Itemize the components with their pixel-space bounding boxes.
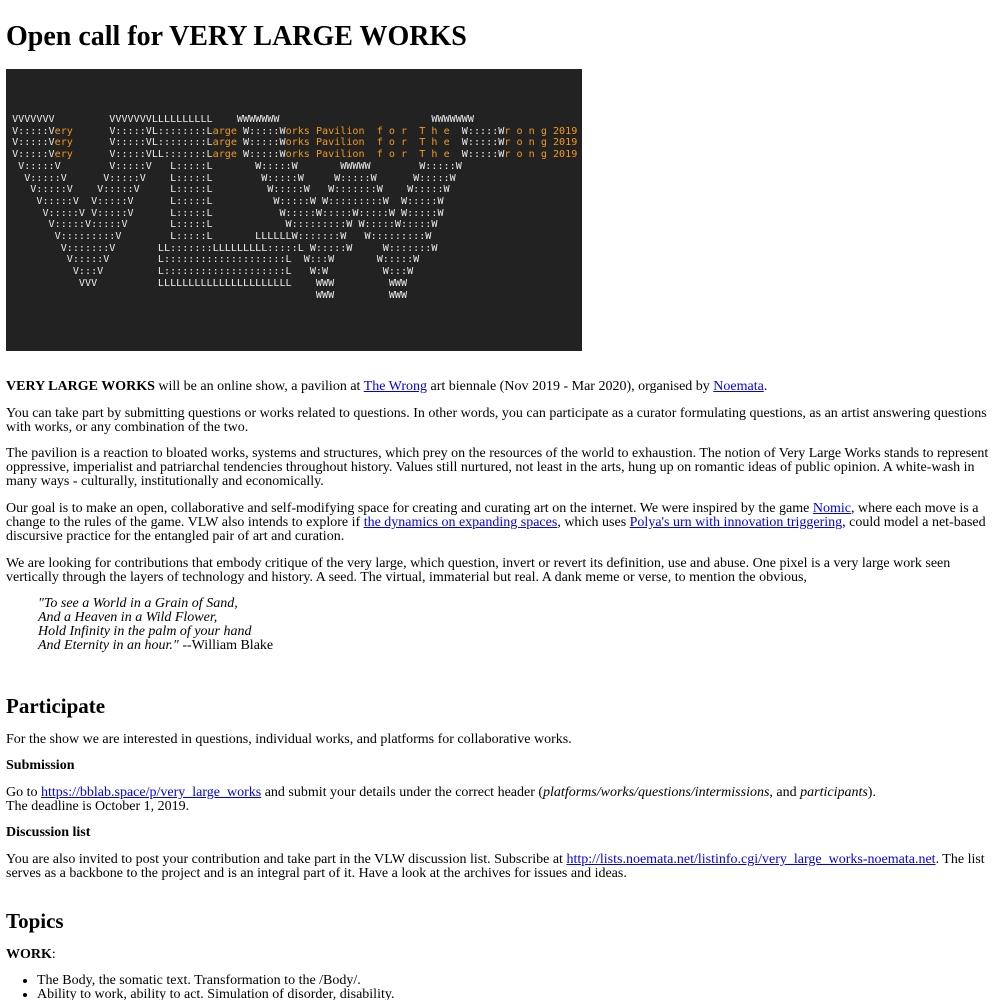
- submission-participants: participants: [800, 785, 868, 800]
- looking-paragraph: We are looking for contributions that embody critique of the very large, which question, invert or revert its definition, use and abuse. One pixel is a very large work seen vertically through the layers of technology and history. A seed. The virtual, immaterial but real. A dank meme or verse, to mention the obvious,: [6, 556, 951, 585]
- discussion-paragraph: [6, 853, 996, 881]
- goal-text-2: , where each move is a change to the rules of the game. VLW also intends to explore if: [6, 501, 979, 530]
- goal-text-3: , which uses: [557, 515, 630, 530]
- ascii-banner: VVVVVVV VVVVVVVLLLLLLLLLL WWWWWWW WWWWWWW V:::::Very V:::::VL::::::::Large W:::::Works Pavilion f o r T h e W:::::Wr o n g 2019 V:::::Very V:::::VL::::::::Large W:::::Works Pavilion f o r T h e W:::::Wr o n g 2019 V:::::Very V:::::VLL:::::::Large W:::::Works Pavilion f o r T h e W:::::Wr o n g 2019 V:::::V V:::::V L:::::L W:::::W WWWWW W:::::W V:::::V V:::::V L:::::L W:::::W W:::::W W:::::W V:::::V V:::::V L:::::L W:::::W W:::::::W W:::::W V:::::V V:::::V L:::::L W:::::W W:::::::::W W:::::W V:::::V V:::::V L:::::L W:::::W:::::W:::::W W:::::W V:::::V:::::V L:::::L W:::::::::W W:::::W:::::W V:::::::::V L:::::L LLLLLLW:::::::W W:::::::::W V:::::::V LL:::::::LLLLLLLLL:::::L W:::::W W:::::::W V:::::V L::::::::::::::::::::L W:::W W:::::W V:::V L::::::::::::::::::::L W:W W:::W VVV LLLLLLLLLLLLLLLLLLLLLL WWW WWW WWW WWW: [12, 114, 578, 301]
- submission-text-4: ).: [867, 785, 876, 800]
- intro-text-1: will be an online show, a pavilion at: [154, 379, 364, 394]
- link-discussion-list[interactable]: http://lists.noemata.net/listinfo.cgi/very_large_works-noemata.net: [566, 852, 936, 867]
- intro-text-3: .: [763, 379, 768, 394]
- discussion-text-2: . The list serves as a backbone to the project and is an integral part of it. Have a look at the archives for issues and ideas.: [6, 852, 985, 881]
- blake-quote: [38, 597, 273, 653]
- goal-text-1: Our goal is to make an open, collaborative and self-modifying space for creating and curating art on the internet. We were inspired by the game: [6, 501, 813, 516]
- discussion-label: Discussion list: [6, 825, 91, 840]
- submission-text-2: and submit your details under the correct header (: [261, 785, 544, 800]
- deadline-text: The deadline is October 1, 2019.: [6, 799, 190, 814]
- participate-heading: Participate: [6, 694, 106, 718]
- intro-paragraph: [6, 380, 996, 394]
- quote-line-4-text: And Eternity in an hour.": [38, 638, 179, 653]
- participation-paragraph: You can take part by submitting questions or works related to questions. In other words, you can participate as a curator formulating questions, as an artist answering questions with works, or any combination of the two.: [6, 406, 987, 435]
- reaction-paragraph: The pavilion is a reaction to bloated works, systems and structures, which prey on the resources of the world to exhaustion. The notion of Very Large Works stands to represent oppressive, imperialist and patriarchal tendencies throughout history. Values still nurtured, not least in the arts, hung up on romantic ideas of public opinion. A white-wash in many ways - culturally, institutionally and economically.: [6, 446, 989, 489]
- work-colon: :: [51, 947, 56, 962]
- goal-text-4: , could model a net-based discursive practice for the entangled pair of art and curation.: [6, 515, 986, 544]
- submission-text-1: Go to: [6, 785, 41, 800]
- quote-line-2: And a Heaven in a Wild Flower,: [38, 610, 218, 625]
- page-title: Open call for VERY LARGE WORKS: [6, 21, 467, 52]
- submission-paragraph: [6, 786, 996, 814]
- link-the-wrong[interactable]: The Wrong: [363, 379, 427, 394]
- quote-attribution: --William Blake: [178, 638, 274, 653]
- work-label: WORK: [6, 947, 52, 962]
- quote-line-4: [38, 639, 273, 653]
- topics-list: [6, 974, 394, 1000]
- link-expanding-spaces[interactable]: the dynamics on expanding spaces: [363, 515, 558, 530]
- list-item: • Ability to work, ability to act. Simulation of disorder, disability.: [37, 988, 394, 1000]
- quote-line-1: "To see a World in a Grain of Sand,: [38, 596, 238, 611]
- intro-text-2: art biennale (Nov 2019 - Mar 2020), organised by: [427, 379, 714, 394]
- link-bblab-submit[interactable]: https://bblab.space/p/very_large_works: [41, 785, 262, 800]
- submission-label: Submission: [6, 758, 75, 773]
- quote-line-3: Hold Infinity in the palm of your hand: [38, 624, 252, 639]
- banner-image: [6, 69, 582, 351]
- participate-intro: For the show we are interested in questions, individual works, and platforms for collaborative works.: [6, 732, 572, 747]
- link-polya-urn[interactable]: Polya's urn with innovation triggering: [629, 515, 843, 530]
- topics-heading: Topics: [6, 909, 64, 933]
- discussion-text-1: You are also invited to post your contribution and take part in the VLW discussion list. Subscribe at: [6, 852, 567, 867]
- link-nomic[interactable]: Nomic: [812, 501, 851, 516]
- work-label-line: [6, 948, 996, 962]
- submission-headers: platforms/works/questions/intermissions: [543, 785, 770, 800]
- link-noemata[interactable]: Noemata: [713, 379, 764, 394]
- goal-paragraph: [6, 502, 996, 544]
- intro-bold: VERY LARGE WORKS: [6, 379, 155, 394]
- list-item: • The Body, the somatic text. Transformation to the /Body/.: [37, 974, 394, 988]
- submission-text-3: , and: [769, 785, 801, 800]
